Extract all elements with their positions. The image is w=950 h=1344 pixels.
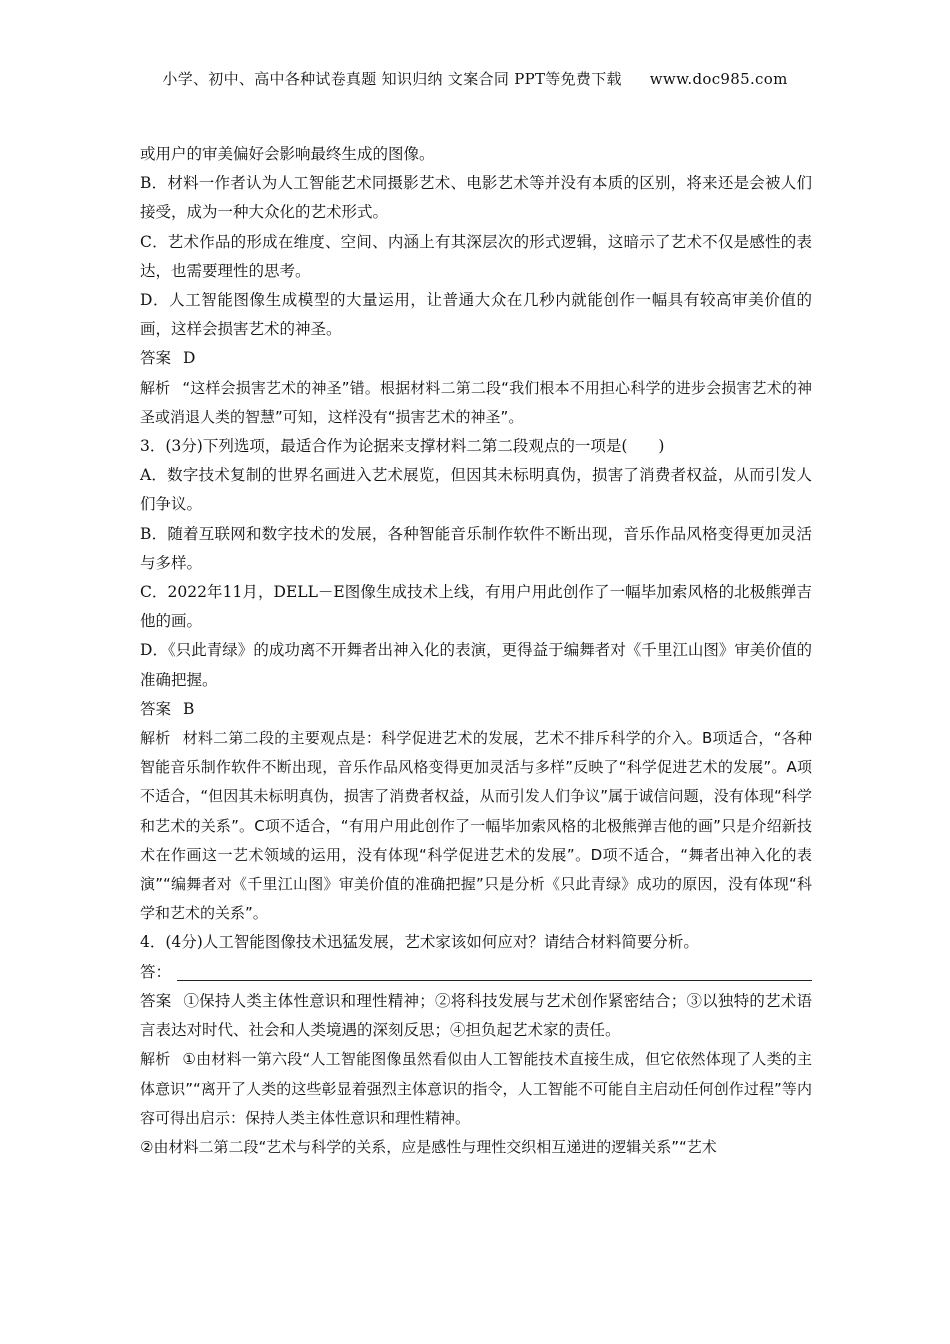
analysis-label: 解析 [140, 1050, 171, 1069]
answer-value: D [183, 349, 196, 368]
q3-option-c: C．2022年11月，DELL－E图像生成技术上线，有用户用此创作了一幅毕加索风格的北极熊弹吉他的画。 [140, 583, 812, 631]
answer-prompt: 答： [140, 962, 172, 981]
q3-answer [140, 695, 812, 724]
analysis-text: ①由材料一第六段“人工智能图像虽然看似由人工智能技术直接生成，但它依然体现了人类的主体意识”“离开了人类的这些彰显着强烈主体意识的指令，人工智能不可能自主启动任何创作过程”等内容可得出启示：保持人类主体性意识和理性精神。 [140, 1050, 812, 1127]
paragraph-continuation: 或用户的审美偏好会影响最终生成的图像。 [140, 145, 435, 163]
q2-option-c: C．艺术作品的形成在维度、空间、内涵上有其深层次的形式逻辑，这暗示了艺术不仅是感性的表达，也需要理性的思考。 [140, 232, 812, 280]
analysis-label: 解析 [140, 729, 171, 748]
answer-label: 答案 [140, 699, 172, 718]
q3-option-b: B．随着互联网和数字技术的发展，各种智能音乐制作软件不断出现，音乐作品风格变得更加灵活与多样。 [140, 524, 812, 572]
q2-answer [140, 344, 812, 373]
q3-analysis [140, 724, 812, 928]
page-header [0, 68, 950, 89]
q4-stem: 4．(4分)人工智能图像技术迅猛发展，艺术家该如何应对？请结合材料简要分析。 [140, 933, 699, 952]
q3-option-d: D．《只此青绿》的成功离不开舞者出神入化的表演，更得益于编舞者对《千里江山图》审美价值的准确把握。 [140, 641, 812, 689]
analysis-text: “这样会损害艺术的神圣”错。根据材料二第二段“我们根本不用担心科学的进步会损害艺术的神圣或消退人类的智慧”可知，这样没有“损害艺术的神圣”。 [140, 378, 812, 426]
q4-analysis-1 [140, 1045, 812, 1133]
q3-stem: 3．(3分)下列选项，最适合作为论据来支撑材料二第二段观点的一项是( ) [140, 437, 665, 456]
q4-answer [140, 987, 812, 1045]
document-body [140, 140, 812, 1162]
header-site-link[interactable]: www.doc985.com [649, 70, 788, 88]
q2-option-d: D．人工智能图像生成模型的大量运用，让普通大众在几秒内就能创作一幅具有较高审美价值的画，这样会损害艺术的神圣。 [140, 291, 812, 339]
header-text: 小学、初中、高中各种试卷真题 知识归纳 文案合同 PPT等免费下载 [162, 70, 622, 88]
answer-value: ①保持人类主体性意识和理性精神；②将科技发展与艺术创作紧密结合；③以独特的艺术语言表达对时代、社会和人类境遇的深刻反思；④担负起艺术家的责任。 [140, 991, 812, 1040]
analysis-text: 材料二第二段的主要观点是：科学促进艺术的发展，艺术不排斥科学的介入。B项适合，“各种智能音乐制作软件不断出现，音乐作品风格变得更加灵活与多样”反映了“科学促进艺术的发展”。A项不适合，“但因其未标明真伪，损害了消费者权益，从而引发人们争议”属于诚信问题，没有体现“科学和艺术的关系”。C项不适合，“有用户用此创作了一幅毕加索风格的北极熊弹吉他的画”只是介绍新技术在作画这一艺术领域的运用，没有体现“科学促进艺术的发展”。D项不适合，“舞者出神入化的表演”“编舞者对《千里江山图》审美价值的准确把握”只是分析《只此青绿》成功的原因，没有体现“科学和艺术的关系”。 [140, 729, 812, 923]
answer-value: B [183, 699, 195, 718]
q2-option-b: B．材料一作者认为人工智能艺术同摄影艺术、电影艺术等并没有本质的区别，将来还是会被人们接受，成为一种大众化的艺术形式。 [140, 174, 812, 222]
q3-option-a: A．数字技术复制的世界名画进入艺术展览，但因其未标明真伪，损害了消费者权益，从而引发人们争议。 [140, 466, 812, 514]
q2-analysis [140, 374, 812, 432]
q4-answer-line [140, 958, 812, 987]
analysis-label: 解析 [140, 378, 171, 397]
answer-label: 答案 [140, 349, 172, 368]
answer-blank-line[interactable] [177, 962, 812, 981]
q4-analysis-2: ②由材料二第二段“艺术与科学的关系，应是感性与理性交织相互递进的逻辑关系”“艺术 [140, 1137, 717, 1156]
answer-label: 答案 [140, 991, 172, 1010]
